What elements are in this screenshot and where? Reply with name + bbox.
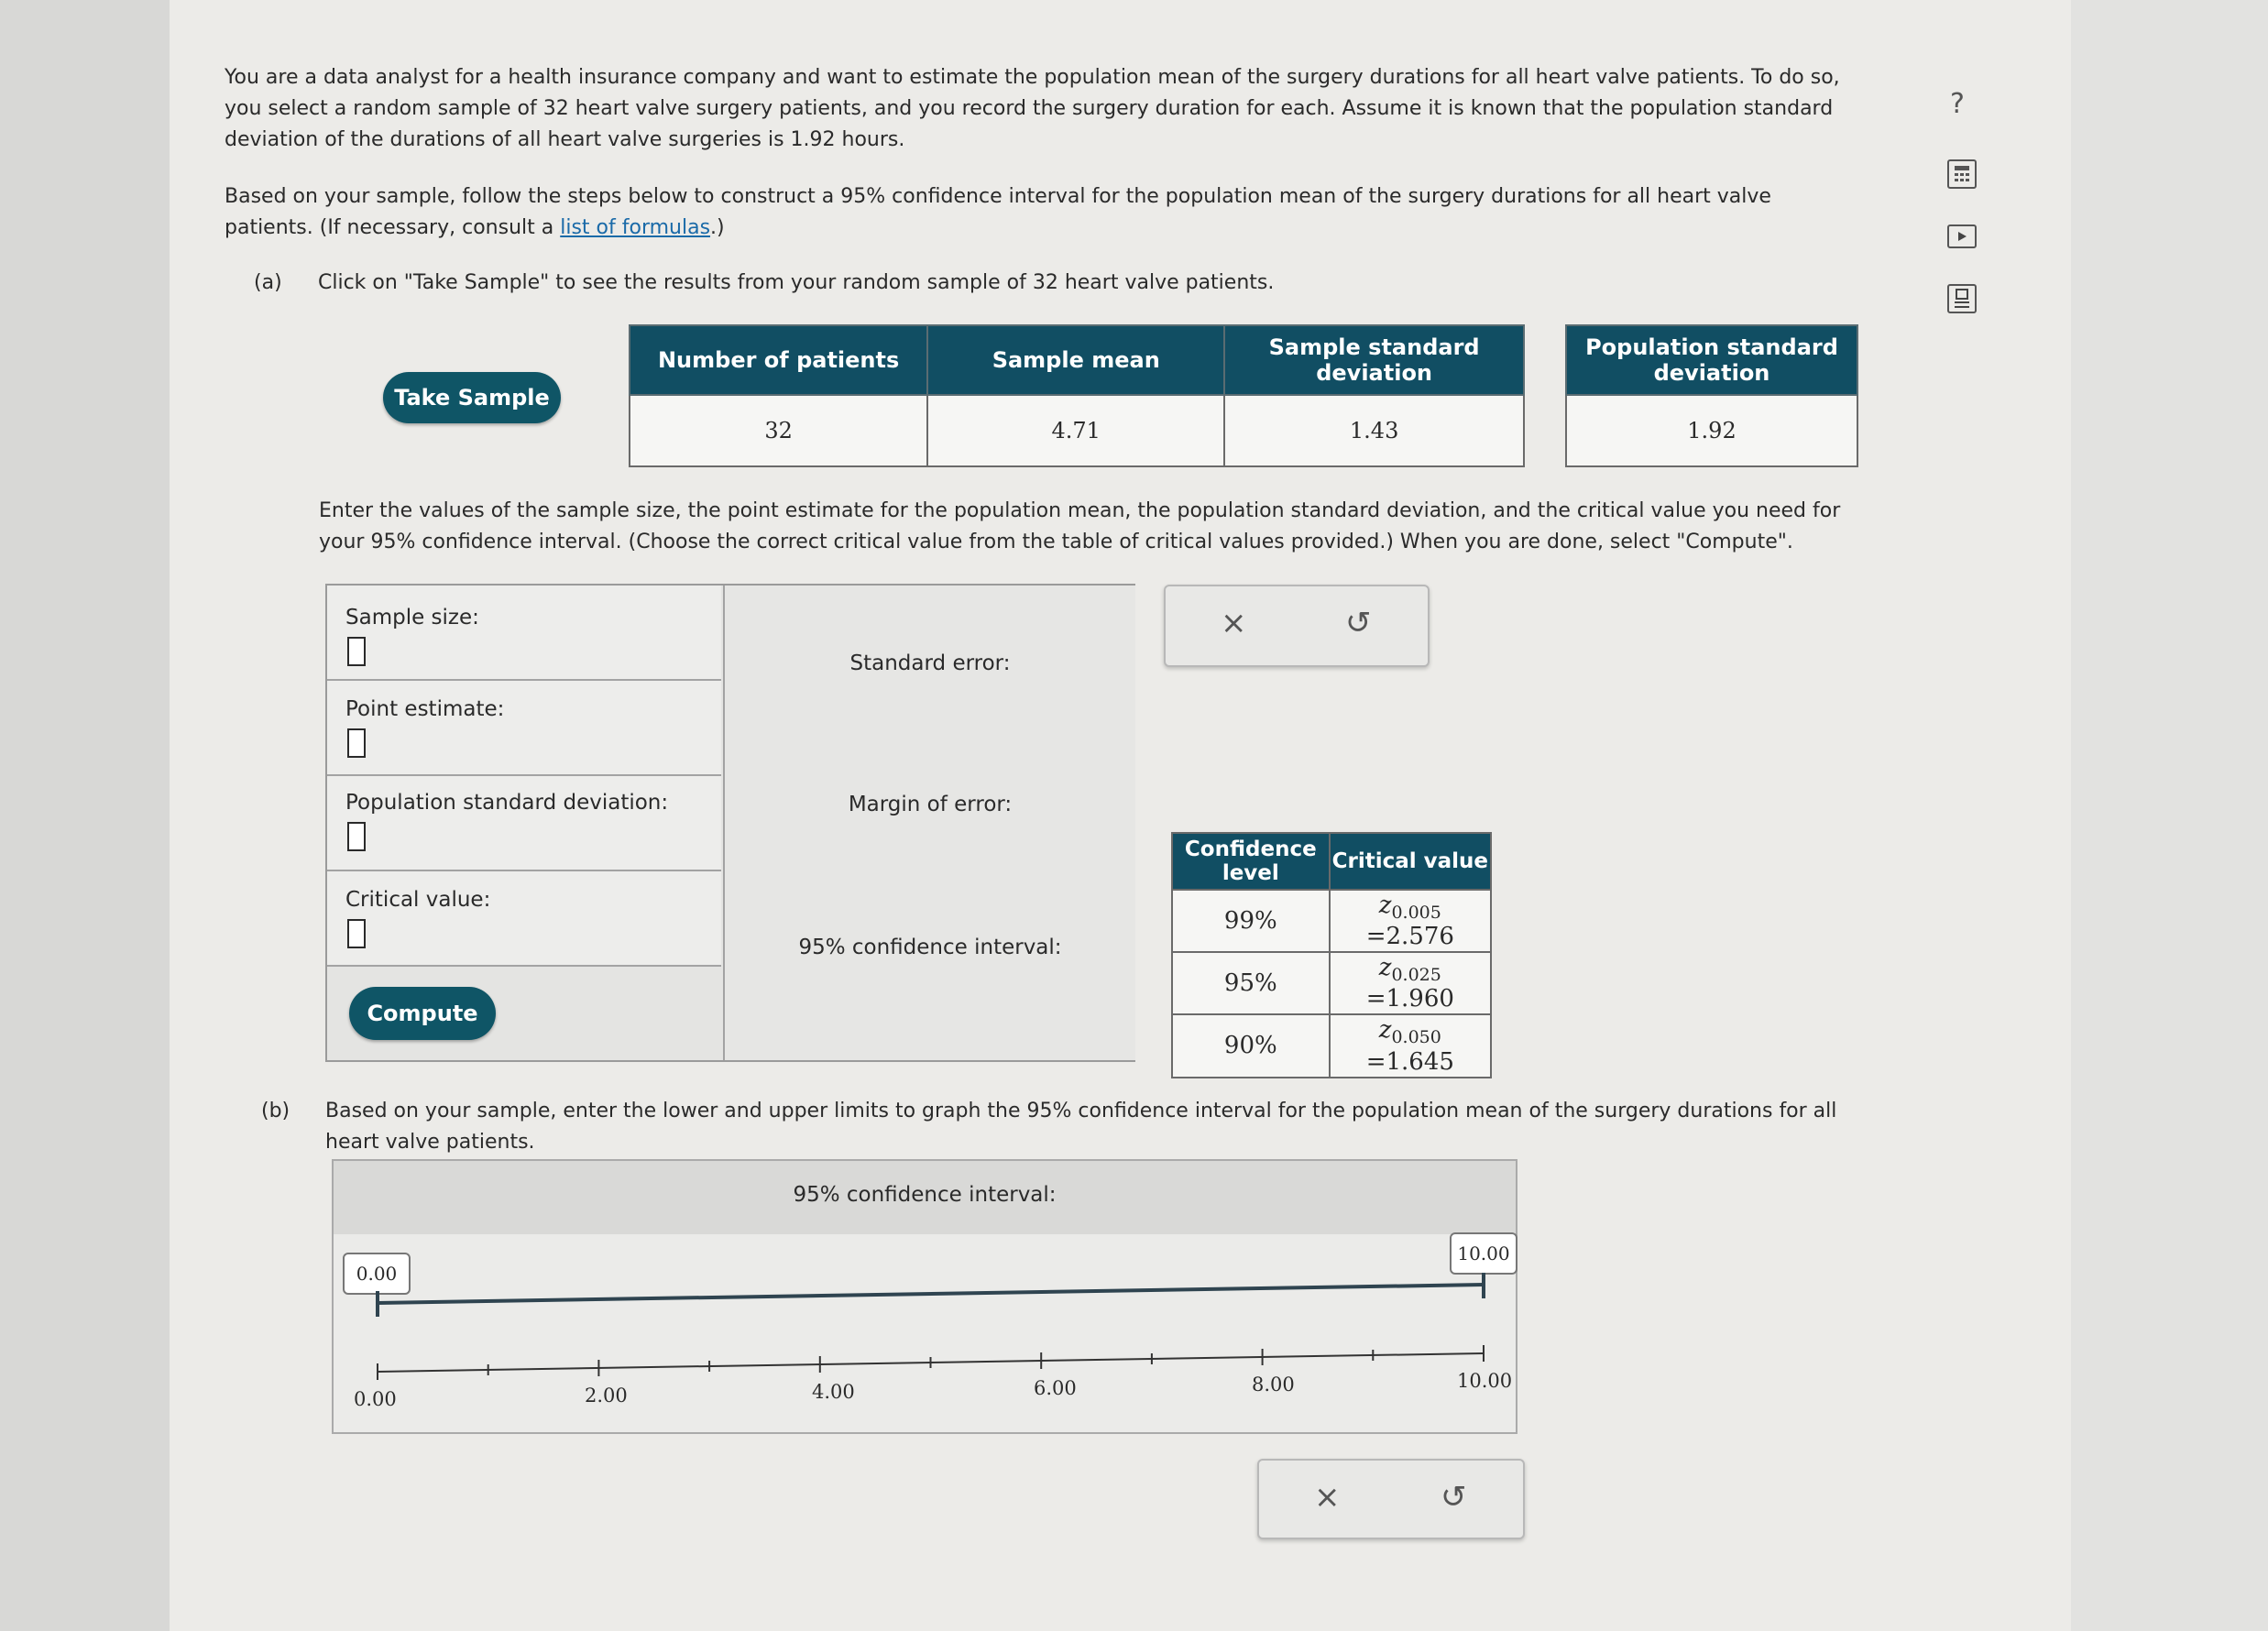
population-sd-cell (327, 776, 721, 871)
interval-graph-svg (334, 1161, 1516, 1432)
interval-bar[interactable] (378, 1285, 1484, 1303)
computed-results-panel (723, 586, 1135, 1060)
sample-size-cell (327, 586, 721, 681)
calculator-icon[interactable] (1947, 159, 1977, 189)
part-a-instruction: Click on "Take Sample" to see the results from your random sample of 32 heart valve patients. (318, 271, 1275, 294)
axis-label-10: 10.00 (1457, 1370, 1513, 1392)
margin-of-error-label: Margin of error: (848, 793, 1013, 816)
axis-label-6: 6.00 (1034, 1377, 1077, 1399)
axis-ticks (378, 1345, 1484, 1380)
critical-values-table (1171, 832, 1492, 1078)
instructions-paragraph: Based on your sample, follow the steps below to construct a 95% confidence interval for the population mean of the surgery durations for all heart valve patients. (If necessary, consult a list of formulas.) (225, 185, 1771, 239)
clear-button[interactable]: × (1221, 605, 1247, 641)
level-95: 95% (1172, 952, 1330, 1014)
video-icon[interactable] (1947, 224, 1977, 248)
enter-values-instruction: Enter the values of the sample size, the point estimate for the population mean, the population standard deviation, and the critical value you need for your 95% confidence interval. (Choose the correct critical value from the table of critical values provided.) When you are done, select "Compute". (319, 499, 1841, 553)
point-estimate-input[interactable] (347, 728, 366, 758)
header-number-of-patients: Number of patients (630, 325, 927, 395)
axis-label-4: 4.00 (812, 1381, 855, 1403)
critical-99: $z_{0.005} =2.576$ (1330, 890, 1491, 952)
undo-button-b[interactable]: ↺ (1441, 1479, 1467, 1516)
list-of-formulas-link[interactable]: list of formulas (560, 216, 711, 239)
level-90: 90% (1172, 1014, 1330, 1077)
value-population-sd: 1.92 (1566, 395, 1857, 466)
population-sd-label: Population standard deviation: (345, 791, 669, 815)
point-estimate-cell (327, 681, 721, 776)
play-glyph (1956, 230, 1968, 243)
population-sd-table (1565, 324, 1858, 467)
header-population-sd: Population standard deviation (1566, 325, 1857, 395)
textbook-icon[interactable] (1947, 284, 1977, 313)
point-estimate-label: Point estimate: (345, 697, 505, 721)
confidence-interval-label: 95% confidence interval: (798, 936, 1062, 959)
calculator-glyph (1953, 164, 1971, 184)
lower-limit-box[interactable]: 0.00 (343, 1253, 411, 1295)
axis-label-8: 8.00 (1252, 1374, 1295, 1396)
header-sample-sd: Sample standard deviation (1224, 325, 1524, 395)
population-sd-input[interactable] (347, 822, 366, 851)
part-a-toolbox (1164, 585, 1430, 667)
graph-title: 95% confidence interval: (793, 1183, 1057, 1207)
critical-value-label: Critical value: (345, 888, 491, 912)
header-sample-mean: Sample mean (927, 325, 1224, 395)
sample-size-input[interactable] (347, 637, 366, 666)
header-confidence-level: Confidence level (1172, 833, 1330, 890)
input-panel (325, 584, 1135, 1062)
critical-90: $z_{0.050} =1.645$ (1330, 1014, 1491, 1077)
textbook-glyph (1953, 288, 1971, 310)
intro-paragraph: You are a data analyst for a health insurance company and want to estimate the population mean of the surgery durations for all heart valve patients. To do so, you select a random sample of 32 heart valve surgery patients, and you record the surgery duration for each. Assume it is known that the population standard deviation of the durations of all heart valve surgeries is 1.92 hours. (225, 66, 1840, 151)
help-icon[interactable]: ? (1950, 88, 1965, 120)
value-sample-mean: 4.71 (927, 395, 1224, 466)
part-b-instruction: Based on your sample, enter the lower and upper limits to graph the 95% confidence interval for the population mean of the surgery durations for all heart valve patients. (325, 1100, 1837, 1154)
value-number-of-patients: 32 (630, 395, 927, 466)
standard-error-label: Standard error: (849, 651, 1011, 675)
axis-label-2: 2.00 (585, 1385, 628, 1407)
sample-size-label: Sample size: (345, 606, 479, 629)
upper-limit-box[interactable]: 10.00 (1450, 1232, 1517, 1275)
clear-button-b[interactable]: × (1314, 1479, 1341, 1516)
value-sample-sd: 1.43 (1224, 395, 1524, 466)
level-99: 99% (1172, 890, 1330, 952)
compute-button[interactable]: Compute (349, 987, 496, 1040)
sample-results-table (629, 324, 1525, 467)
right-sidebar (2071, 0, 2268, 1631)
undo-button[interactable]: ↺ (1345, 605, 1372, 641)
part-b-marker: (b) (261, 1100, 290, 1122)
take-sample-button[interactable]: Take Sample (383, 372, 561, 423)
axis-label-0: 0.00 (354, 1388, 397, 1410)
part-a-marker: (a) (254, 271, 282, 294)
header-critical-value: Critical value (1330, 833, 1491, 890)
critical-value-input[interactable] (347, 919, 366, 948)
critical-95: $z_{0.025} =1.960$ (1330, 952, 1491, 1014)
confidence-interval-graph (332, 1159, 1517, 1434)
part-b-toolbox (1257, 1459, 1525, 1539)
critical-value-cell (327, 871, 721, 967)
